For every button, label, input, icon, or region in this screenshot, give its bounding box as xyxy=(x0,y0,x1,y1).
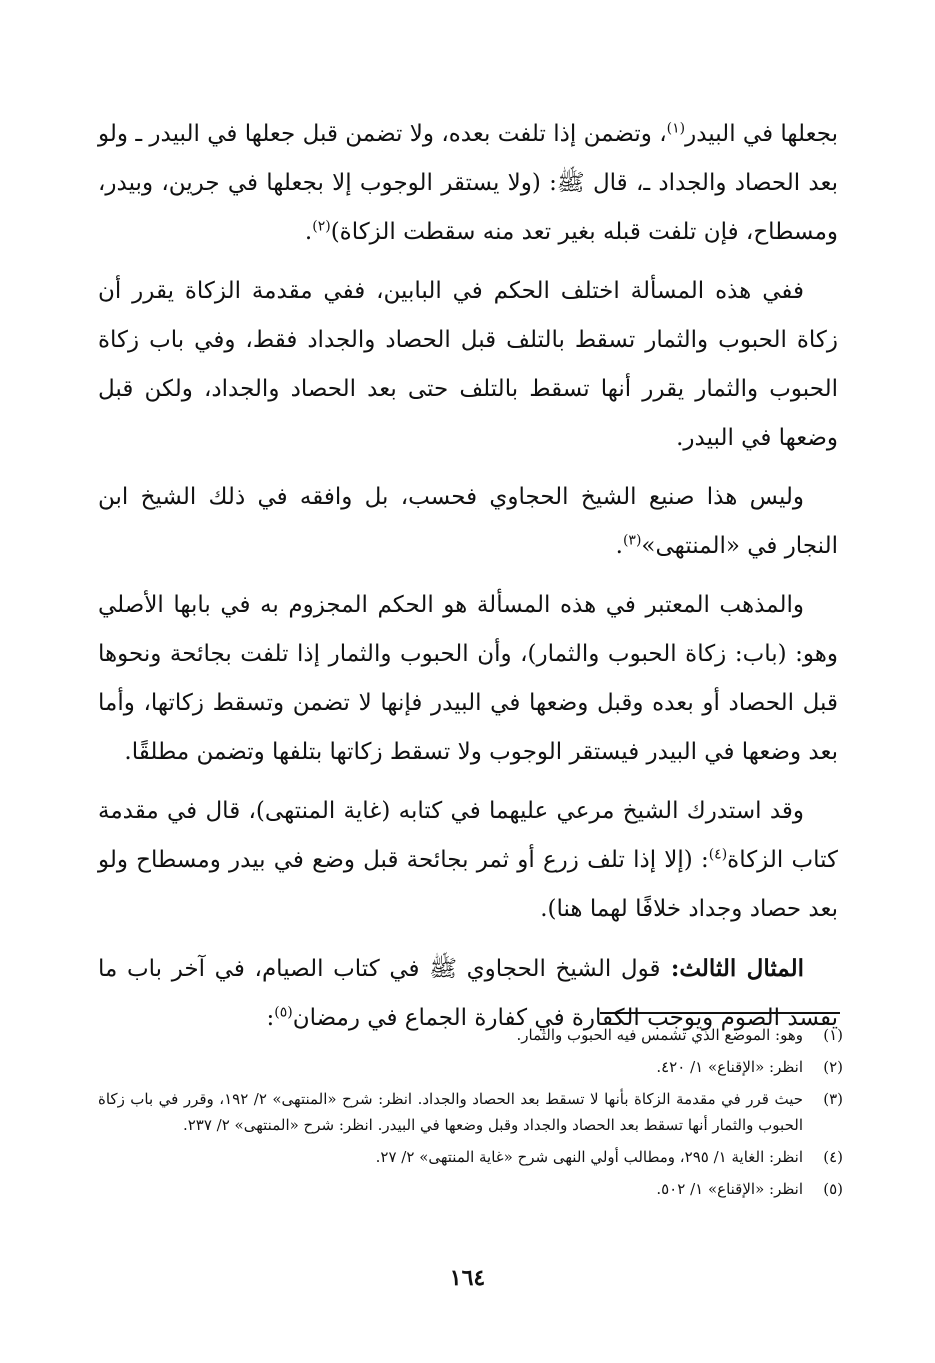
paragraph-text: ، وتضمن إذا تلفت بعده، ولا تضمن قبل جعلها في البيدر ـ ولو بعد الحصاد والجداد ـ، قال ﷺ: (ولا يستقر الوجوب إلا بجعلها في جرين، وبيدر، ومسطاح، فإن تلفت قبله بغير تعد منه سقطت الزكاة) xyxy=(98,121,838,245)
footnote xyxy=(98,1086,843,1138)
footnote-text: انظر: الغاية ١/ ٢٩٥، ومطالب أولي النهى شرح «غاية المنتهى» ٢/ ٢٧. xyxy=(375,1148,803,1166)
paragraph-text: : (إلا إذا تلف زرع أو ثمر بجائحة قبل وضع في بيدر ومسطاح ولو بعد حصاد وجداد خلافًا لهما هنا). xyxy=(98,847,838,922)
paragraph-text: وقد استدرك الشيخ مرعي عليهما في كتابه (غاية المنتهى)، قال في مقدمة كتاب الزكاة xyxy=(98,798,839,873)
footnote-text: حيث قرر في مقدمة الزكاة بأنها لا تسقط بعد الحصاد والجداد. انظر: شرح «المنتهى» ٢/ ١٩٢، وقرر في باب زكاة الحبوب والثمار أنها تسقط بعد الحصاد والجداد وقبل وضعها في البيدر. انظر: شرح «المنتهى» ٢/ ٢٣٧. xyxy=(98,1090,803,1134)
footnote-number: (١) xyxy=(823,1026,843,1044)
footnote-number: (٥) xyxy=(823,1180,843,1198)
footnote-number: (٣) xyxy=(823,1090,843,1108)
paragraph-text: . xyxy=(615,533,623,559)
paragraph-text: والمذهب المعتبر في هذه المسألة هو الحكم المجزوم به في بابها الأصلي وهو: (باب: زكاة الحبوب والثمار)، وأن الحبوب والثمار إذا تلفت بجائحة ونحوها قبل الحصاد أو بعده وقبل وضعها في البيدر فإنها لا تضمن وتسقط زكاتها، وأما بعد وضعها في البيدر فيستقر الوجوب ولا تسقط زكاتها بتلفها وتضمن مطلقًا. xyxy=(98,592,838,765)
footnote-ref: (٥) xyxy=(274,1004,293,1021)
section-heading: المثال الثالث: xyxy=(660,955,804,982)
footnote-text: وهو: الموضع الذي تشمس فيه الحبوب والثمار. xyxy=(516,1026,803,1044)
footnote-text: انظر: «الإقناع» ١/ ٤٢٠. xyxy=(656,1058,803,1076)
footnote xyxy=(98,1176,843,1202)
paragraph xyxy=(98,267,838,463)
footnotes xyxy=(98,1022,843,1208)
paragraph-text: ففي هذه المسألة اختلف الحكم في البابين، ففي مقدمة الزكاة يقرر أن زكاة الحبوب والثمار تسقط بالتلف قبل الحصاد والجداد فقط، وفي باب زكاة الحبوب والثمار يقرر أنها تسقط بالتلف حتى بعد الحصاد والجداد، ولكن قبل وضعها في البيدر. xyxy=(98,278,838,451)
footnote-text: انظر: «الإقناع» ١/ ٥٠٢. xyxy=(656,1180,803,1198)
footnote xyxy=(98,1144,843,1170)
paragraph xyxy=(98,787,838,934)
page-number: ١٦٤ xyxy=(449,1265,486,1291)
footnote-number: (٢) xyxy=(823,1058,843,1076)
paragraph xyxy=(98,581,838,777)
paragraph xyxy=(98,473,838,571)
paragraph-text: وليس هذا صنيع الشيخ الحجاوي فحسب، بل وافقه في ذلك الشيخ ابن النجار في «المنتهى» xyxy=(98,484,838,559)
footnote-ref: (١) xyxy=(666,120,686,137)
footnote-ref: (٢) xyxy=(312,218,331,235)
paragraph-text: : xyxy=(266,1005,275,1031)
main-text xyxy=(98,110,838,1053)
footnote xyxy=(98,1022,843,1048)
footnote-ref: (٤) xyxy=(708,846,728,863)
footnote-ref: (٣) xyxy=(622,532,642,549)
footnote-number: (٤) xyxy=(823,1148,843,1166)
paragraph-text: بجعلها في البيدر xyxy=(685,121,838,147)
paragraph-text: قول الشيخ الحجاوي ﷺ في كتاب الصيام، في آخر باب ما يفسد الصوم ويوجب الكفارة في كفارة الجماع في رمضان xyxy=(98,956,838,1031)
footnote xyxy=(98,1054,843,1080)
paragraph xyxy=(98,110,838,257)
paragraph-text: . xyxy=(304,219,313,245)
footnote-separator xyxy=(600,1012,840,1014)
